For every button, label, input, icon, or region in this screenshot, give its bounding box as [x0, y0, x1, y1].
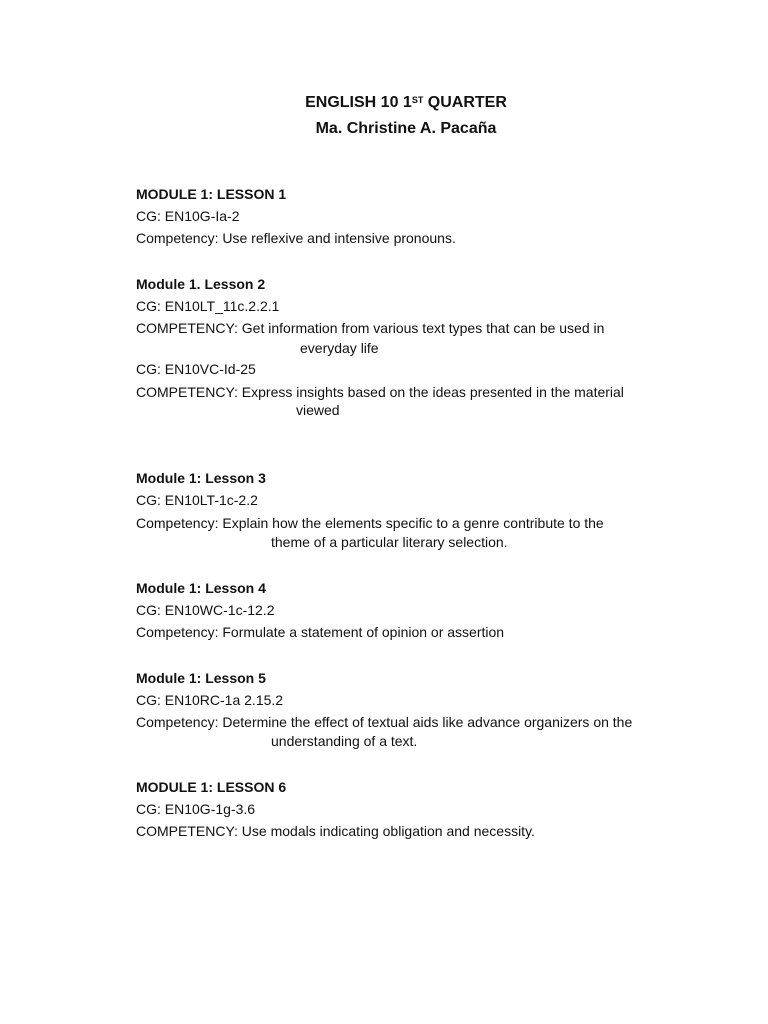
lesson-1-cg: CG: EN10G-Ia-2	[136, 208, 240, 224]
lesson-2-competency-1-cont: everyday life	[300, 340, 379, 356]
title-suffix: QUARTER	[423, 94, 507, 111]
lesson-4-competency: Competency: Formulate a statement of opinion or assertion	[136, 624, 505, 640]
lesson-2-heading: Module 1. Lesson 2	[136, 276, 266, 292]
lesson-2-cg-1: CG: EN10LT_11c.2.2.1	[136, 298, 280, 314]
lesson-6-heading: MODULE 1: LESSON 6	[136, 779, 287, 795]
lesson-3-cg: CG: EN10LT-1c-2.2	[136, 492, 258, 508]
lesson-5-competency-cont: understanding of a text.	[271, 733, 418, 749]
lesson-4-heading: Module 1: Lesson 4	[136, 580, 266, 596]
lesson-6-cg: CG: EN10G-1g-3.6	[136, 801, 256, 817]
lesson-2-competency-2: COMPETENCY: Express insights based on the ideas presented in the material	[136, 384, 624, 400]
document-title	[22, 93, 768, 113]
lesson-4-cg: CG: EN10WC-1c-12.2	[136, 602, 275, 618]
lesson-5-cg: CG: EN10RC-1a 2.15.2	[136, 692, 284, 708]
lesson-3-heading: Module 1: Lesson 3	[136, 470, 266, 486]
title-prefix: ENGLISH 10 1	[305, 94, 412, 111]
lesson-3-competency: Competency: Explain how the elements specific to a genre contribute to the	[136, 515, 604, 531]
lesson-2-competency-1: COMPETENCY: Get information from various text types that can be used in	[136, 320, 605, 336]
lesson-3-competency-cont: theme of a particular literary selection.	[271, 534, 508, 550]
lesson-2-cg-2: CG: EN10VC-Id-25	[136, 361, 256, 377]
lesson-5-competency: Competency: Determine the effect of textual aids like advance organizers on the	[136, 714, 633, 730]
lesson-5-heading: Module 1: Lesson 5	[136, 670, 266, 686]
document-author: Ma. Christine A. Pacaña	[315, 120, 497, 137]
lesson-6-competency: COMPETENCY: Use modals indicating obligation and necessity.	[136, 823, 535, 839]
title-superscript: ST	[411, 95, 424, 105]
lesson-1-heading: MODULE 1: LESSON 1	[136, 186, 287, 202]
lesson-1-competency: Competency: Use reflexive and intensive pronouns.	[136, 230, 456, 246]
lesson-2-competency-2-cont: viewed	[296, 402, 340, 418]
